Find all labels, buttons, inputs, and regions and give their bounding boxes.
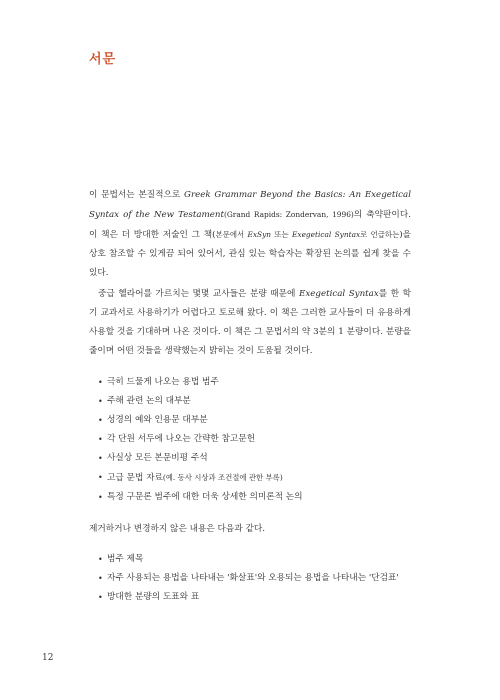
bullet-icon: • [98, 493, 103, 502]
bullet-icon: • [98, 454, 103, 463]
bullet-icon: • [98, 397, 103, 406]
section-heading: 서문 [89, 52, 117, 67]
abbrev-note-a: 본문에서 [215, 230, 248, 239]
list-item [89, 550, 411, 569]
para1-text-b: 의 축약판이다. 이 책은 더 방대한 저술인 그 책( [89, 210, 411, 240]
abbrev-exsyntax: Exegetical Syntax [292, 230, 361, 239]
removed-items-list [89, 373, 411, 507]
para1-text-a: 이 문법서는 본질적으로 [89, 190, 184, 200]
list-item-text: 극히 드물게 나오는 용법 범주 [107, 377, 219, 387]
abbrev-note-c: 로 언급하는 [360, 230, 400, 239]
list-item-text: 주해 관련 논의 대부분 [107, 396, 191, 406]
list-item [89, 392, 411, 411]
para1-text-c: )을 상호 참조할 수 있게끔 되어 있어서, 관심 있는 학습자는 확장된 논의를 쉽게 찾을 수 있다. [89, 230, 411, 278]
list-item [89, 373, 411, 392]
paragraph-2 [89, 285, 411, 361]
list-item-text: 고급 문법 자료 [107, 473, 163, 483]
list-item-text: 범주 제목 [107, 554, 144, 564]
bullet-icon: • [98, 416, 103, 425]
publication-info: (Grand Rapids: Zondervan, 1996) [224, 210, 354, 219]
list-item [89, 411, 411, 430]
list-item [89, 468, 411, 488]
para2-exsyntax: Exegetical Syntax [299, 289, 379, 299]
para2-text-b: 를 한 학기 교과서로 사용하기가 어렵다고 토로해 왔다. 이 책은 그러한 교사들이 더 유용하게 사용할 것을 기대하며 나온 것이다. 이 책은 그 문법서의 약 3분의 1 분량이다. 분량을 줄이며 어떤 것들을 생략했는지 밝히는 것이 도움될 것이다. [89, 289, 411, 356]
kept-items-intro: 제거하거나 변경하지 않은 내용은 다음과 같다. [89, 524, 266, 534]
list-item-note: (예. 동사 시상과 조건절에 관한 부록) [162, 473, 283, 482]
bullet-icon: • [98, 435, 103, 444]
list-item-text: 성경의 예와 인용문 대부분 [107, 415, 208, 425]
paragraph-1 [89, 186, 411, 283]
list-item [89, 430, 411, 449]
bullet-icon: • [98, 555, 103, 564]
book-title: Greek Grammar Beyond the Basics: An Exegetical Syntax of the New Testament [89, 190, 411, 220]
list-item-text: 각 단원 서두에 나오는 간략한 참고문헌 [107, 434, 256, 444]
list-item [89, 449, 411, 468]
list-item [89, 569, 411, 588]
list-item-text: 사실상 모든 본문비평 주석 [107, 453, 208, 463]
list-item-text: 자주 사용되는 용법을 나타내는 '화살표'와 오용되는 용법을 나타내는 '단검표' [107, 573, 399, 583]
bullet-icon: • [98, 593, 103, 602]
list-item-text: 방대한 분량의 도표와 표 [107, 592, 200, 602]
bullet-icon: • [98, 574, 103, 583]
list-item-text: 특정 구문론 범주에 대한 더욱 상세한 의미론적 논의 [107, 492, 303, 502]
bullet-icon: • [98, 378, 103, 387]
page-number: 12 [42, 653, 54, 663]
kept-items-list [89, 550, 411, 607]
list-item [89, 588, 411, 607]
para2-text-a: 중급 헬라어를 가르치는 몇몇 교사들은 분량 때문에 [98, 289, 299, 299]
list-item [89, 488, 411, 507]
abbrev-note [216, 230, 400, 239]
abbrev-exsyn: ExSyn [247, 230, 272, 239]
preface-body [89, 186, 411, 607]
bullet-icon: • [98, 473, 103, 482]
abbrev-note-b: 또는 [271, 230, 292, 239]
